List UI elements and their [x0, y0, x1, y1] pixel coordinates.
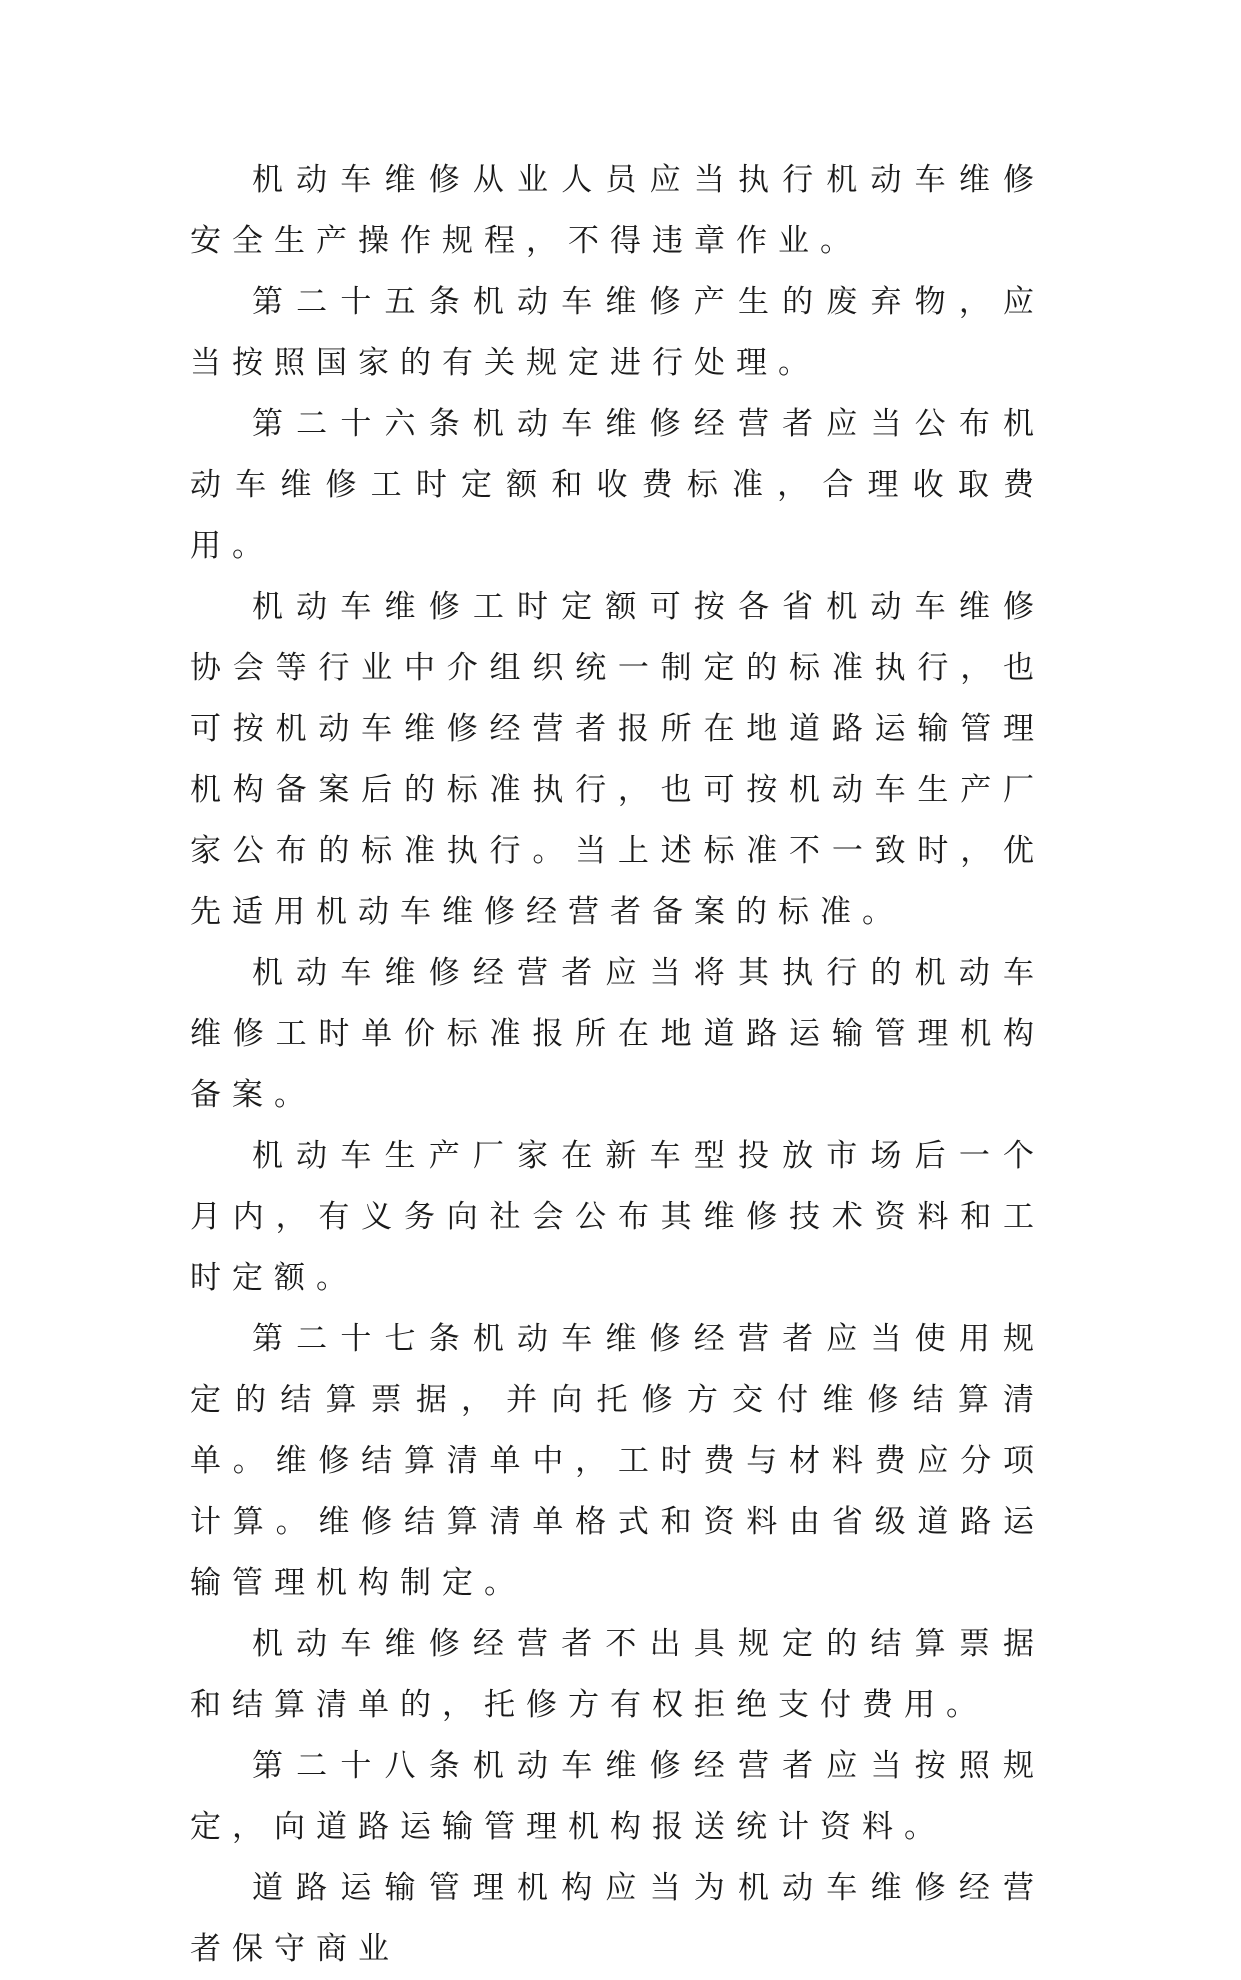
paragraph-trade-secrets: 道路运输管理机构应当为机动车维修经营者保守商业: [190, 1870, 1045, 1967]
paragraph-unit-price-filing: 机动车维修经营者应当将其执行的机动车维修工时单价标准报所在地道路运输管理机构备案。: [190, 955, 1045, 1113]
paragraph-safety-rules: 机动车维修从业人员应当执行机动车维修安全生产操作规程，不得违章作业。: [190, 162, 1045, 259]
paragraph-article-25: 第二十五条机动车维修产生的废弃物，应当按照国家的有关规定进行处理。: [190, 284, 1045, 381]
paragraph-refuse-payment: 机动车维修经营者不出具规定的结算票据和结算清单的，托修方有权拒绝支付费用。: [190, 1626, 1045, 1723]
paragraph-labor-quota: 机动车维修工时定额可按各省机动车维修协会等行业中介组织统一制定的标准执行，也可按机动车维修经营者报所在地道路运输管理机构备案后的标准执行，也可按机动车生产厂家公布的标准执行。当上述标准不一致时，优先适用机动车维修经营者备案的标准。: [190, 589, 1045, 930]
paragraph-manufacturer-disclosure: 机动车生产厂家在新车型投放市场后一个月内，有义务向社会公布其维修技术资料和工时定额。: [190, 1138, 1045, 1296]
document-body: [190, 150, 1045, 1980]
paragraph-article-27: 第二十七条机动车维修经营者应当使用规定的结算票据，并向托修方交付维修结算清单。维修结算清单中，工时费与材料费应分项计算。维修结算清单格式和资料由省级道路运输管理机构制定。: [190, 1321, 1045, 1601]
paragraph-article-28: 第二十八条机动车维修经营者应当按照规定，向道路运输管理机构报送统计资料。: [190, 1748, 1045, 1845]
paragraph-article-26: 第二十六条机动车维修经营者应当公布机动车维修工时定额和收费标准，合理收取费用。: [190, 406, 1045, 564]
